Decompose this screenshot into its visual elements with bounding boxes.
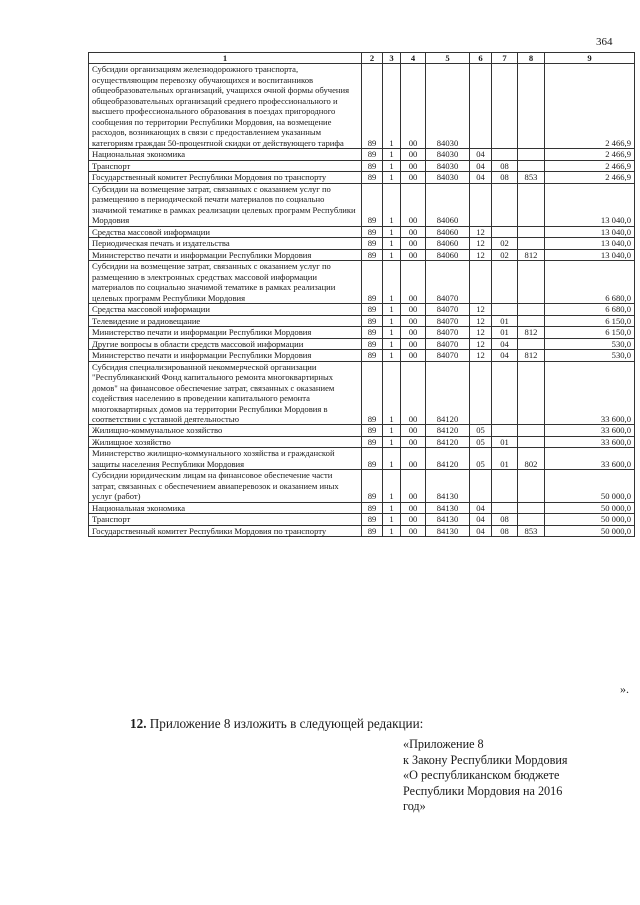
amount-cell: 6 680,0	[545, 304, 635, 315]
code-cell: 08	[492, 514, 518, 525]
amendment-paragraph	[130, 716, 423, 732]
table-header-row	[89, 53, 635, 64]
row-description: Министерство печати и информации Республики Мордовия	[89, 249, 362, 260]
code-cell: 1	[383, 64, 401, 149]
amount-cell: 13 040,0	[545, 183, 635, 226]
code-cell: 89	[362, 436, 383, 447]
table-row	[89, 436, 635, 447]
table-row	[89, 470, 635, 502]
code-cell: 08	[492, 160, 518, 171]
code-cell: 1	[383, 448, 401, 470]
code-cell: 84060	[426, 238, 470, 249]
code-cell: 1	[383, 425, 401, 436]
table-row	[89, 514, 635, 525]
code-cell: 1	[383, 249, 401, 260]
row-description: Министерство печати и информации Республики Мордовия	[89, 327, 362, 338]
code-cell	[518, 502, 545, 513]
row-description: Жилищное хозяйство	[89, 436, 362, 447]
code-cell: 05	[470, 436, 492, 447]
amount-cell: 2 466,9	[545, 160, 635, 171]
code-cell: 89	[362, 315, 383, 326]
header-cell: 6	[470, 53, 492, 64]
code-cell: 89	[362, 183, 383, 226]
code-cell: 84070	[426, 304, 470, 315]
code-cell	[518, 64, 545, 149]
code-cell: 853	[518, 525, 545, 536]
header-cell: 8	[518, 53, 545, 64]
code-cell: 01	[492, 327, 518, 338]
appendix-heading-line: к Закону Республики Мордовия	[403, 752, 568, 767]
row-description: Субсидии на возмещение затрат, связанных с оказанием услуг по размещению в электронных средствах массовой информации материалов по социально значимой тематике в рамках реализации целевых программ Республики Мордовия	[89, 261, 362, 304]
row-description: Жилищно-коммунальное хозяйство	[89, 425, 362, 436]
table-row	[89, 304, 635, 315]
table-row	[89, 525, 635, 536]
amount-cell: 2 466,9	[545, 172, 635, 183]
code-cell: 00	[401, 261, 426, 304]
code-cell	[492, 261, 518, 304]
code-cell: 84060	[426, 249, 470, 260]
code-cell: 1	[383, 315, 401, 326]
code-cell: 84120	[426, 361, 470, 425]
code-cell: 84070	[426, 350, 470, 361]
code-cell: 00	[401, 160, 426, 171]
amount-cell: 33 600,0	[545, 436, 635, 447]
code-cell: 00	[401, 514, 426, 525]
code-cell: 84030	[426, 64, 470, 149]
code-cell: 89	[362, 425, 383, 436]
code-cell: 04	[470, 149, 492, 160]
code-cell: 84120	[426, 436, 470, 447]
code-cell: 84120	[426, 448, 470, 470]
code-cell: 89	[362, 160, 383, 171]
code-cell: 89	[362, 361, 383, 425]
table-row	[89, 361, 635, 425]
row-description: Транспорт	[89, 514, 362, 525]
code-cell: 04	[492, 338, 518, 349]
code-cell	[518, 149, 545, 160]
code-cell: 84070	[426, 327, 470, 338]
row-description: Другие вопросы в области средств массовой информации	[89, 338, 362, 349]
code-cell	[492, 64, 518, 149]
code-cell: 00	[401, 64, 426, 149]
code-cell: 00	[401, 238, 426, 249]
code-cell: 04	[492, 350, 518, 361]
code-cell: 1	[383, 149, 401, 160]
code-cell: 1	[383, 502, 401, 513]
code-cell: 00	[401, 172, 426, 183]
code-cell: 00	[401, 315, 426, 326]
table-row	[89, 238, 635, 249]
code-cell: 04	[470, 160, 492, 171]
code-cell: 89	[362, 448, 383, 470]
code-cell: 89	[362, 470, 383, 502]
code-cell: 00	[401, 361, 426, 425]
amount-cell: 50 000,0	[545, 514, 635, 525]
code-cell: 04	[470, 514, 492, 525]
code-cell: 00	[401, 425, 426, 436]
code-cell	[518, 425, 545, 436]
amount-cell: 13 040,0	[545, 249, 635, 260]
code-cell: 89	[362, 226, 383, 237]
code-cell: 00	[401, 436, 426, 447]
row-description: Министерство печати и информации Республики Мордовия	[89, 350, 362, 361]
row-description: Государственный комитет Республики Мордовия по транспорту	[89, 172, 362, 183]
code-cell: 12	[470, 338, 492, 349]
code-cell: 84070	[426, 261, 470, 304]
appendix-heading-line: год»	[403, 799, 426, 814]
code-cell: 02	[492, 238, 518, 249]
code-cell: 89	[362, 304, 383, 315]
header-cell: 7	[492, 53, 518, 64]
header-cell: 1	[89, 53, 362, 64]
budget-table	[88, 52, 635, 537]
table-row	[89, 338, 635, 349]
code-cell: 84030	[426, 172, 470, 183]
row-description: Субсидии юридическим лицам на финансовое обеспечение части затрат, связанных с обеспечением авиаперевозок и оказанием иных услуг (работ)	[89, 470, 362, 502]
code-cell: 84130	[426, 470, 470, 502]
page-number: 364	[596, 36, 613, 48]
header-cell: 3	[383, 53, 401, 64]
table-body	[89, 64, 635, 537]
row-description: Национальная экономика	[89, 502, 362, 513]
appendix-heading	[403, 737, 567, 815]
code-cell: 1	[383, 183, 401, 226]
amendment-text: Приложение 8 изложить в следующей редакции:	[149, 716, 424, 731]
code-cell: 01	[492, 448, 518, 470]
code-cell	[518, 226, 545, 237]
code-cell: 04	[470, 525, 492, 536]
code-cell: 84130	[426, 525, 470, 536]
code-cell: 89	[362, 64, 383, 149]
code-cell	[518, 160, 545, 171]
code-cell: 1	[383, 470, 401, 502]
code-cell	[518, 315, 545, 326]
code-cell	[518, 238, 545, 249]
code-cell: 89	[362, 249, 383, 260]
code-cell: 00	[401, 183, 426, 226]
code-cell: 84070	[426, 315, 470, 326]
code-cell: 12	[470, 350, 492, 361]
code-cell: 00	[401, 327, 426, 338]
code-cell: 802	[518, 448, 545, 470]
amount-cell: 33 600,0	[545, 361, 635, 425]
code-cell: 812	[518, 249, 545, 260]
code-cell	[492, 304, 518, 315]
code-cell: 89	[362, 261, 383, 304]
code-cell	[470, 261, 492, 304]
code-cell	[518, 338, 545, 349]
code-cell: 853	[518, 172, 545, 183]
amount-cell: 530,0	[545, 338, 635, 349]
header-cell: 5	[426, 53, 470, 64]
code-cell: 00	[401, 525, 426, 536]
amount-cell: 6 680,0	[545, 261, 635, 304]
code-cell: 12	[470, 238, 492, 249]
amendment-number: 12.	[130, 716, 147, 731]
code-cell	[470, 470, 492, 502]
code-cell	[470, 361, 492, 425]
table-row	[89, 350, 635, 361]
code-cell: 1	[383, 350, 401, 361]
code-cell	[492, 149, 518, 160]
amount-cell: 6 150,0	[545, 327, 635, 338]
amount-cell: 13 040,0	[545, 226, 635, 237]
row-description: Средства массовой информации	[89, 304, 362, 315]
code-cell: 08	[492, 172, 518, 183]
row-description: Национальная экономика	[89, 149, 362, 160]
code-cell: 08	[492, 525, 518, 536]
code-cell	[518, 470, 545, 502]
code-cell: 89	[362, 502, 383, 513]
code-cell: 1	[383, 238, 401, 249]
closing-quote: ».	[620, 682, 629, 696]
row-description: Телевидение и радиовещание	[89, 315, 362, 326]
code-cell: 00	[401, 338, 426, 349]
row-description: Субсидии организациям железнодорожного транспорта, осуществляющим перевозку обучающихся и воспитанников общеобразовательных организаций, учащихся очной формы обучения общеобразовательных организаций среднего профессионального и высшего профессионального образования в поездах пригородного сообщения по территории Республики Мордовия, на возмещение расходов, возникающих в связи с предоставлением указанным категориям граждан 50-процентной скидки от действующего тарифа	[89, 64, 362, 149]
code-cell: 812	[518, 350, 545, 361]
code-cell: 812	[518, 327, 545, 338]
code-cell	[492, 183, 518, 226]
code-cell	[470, 64, 492, 149]
code-cell: 00	[401, 249, 426, 260]
row-description: Государственный комитет Республики Мордовия по транспорту	[89, 525, 362, 536]
code-cell: 89	[362, 514, 383, 525]
amount-cell: 6 150,0	[545, 315, 635, 326]
code-cell	[518, 261, 545, 304]
table-row	[89, 315, 635, 326]
code-cell: 84030	[426, 149, 470, 160]
code-cell: 89	[362, 149, 383, 160]
code-cell: 1	[383, 226, 401, 237]
amount-cell: 2 466,9	[545, 149, 635, 160]
table-row	[89, 160, 635, 171]
appendix-heading-line: «Приложение 8	[403, 737, 484, 751]
code-cell: 01	[492, 436, 518, 447]
code-cell: 00	[401, 149, 426, 160]
code-cell	[492, 502, 518, 513]
amount-cell: 50 000,0	[545, 525, 635, 536]
code-cell: 89	[362, 338, 383, 349]
code-cell: 00	[401, 350, 426, 361]
amount-cell: 33 600,0	[545, 425, 635, 436]
code-cell: 1	[383, 160, 401, 171]
table-row	[89, 172, 635, 183]
appendix-heading-line: «О республиканском бюджете	[403, 768, 560, 783]
code-cell: 00	[401, 470, 426, 502]
code-cell: 1	[383, 327, 401, 338]
code-cell	[518, 436, 545, 447]
code-cell: 89	[362, 238, 383, 249]
code-cell: 89	[362, 172, 383, 183]
table-row	[89, 183, 635, 226]
code-cell: 1	[383, 172, 401, 183]
code-cell: 02	[492, 249, 518, 260]
code-cell: 00	[401, 502, 426, 513]
code-cell: 84030	[426, 160, 470, 171]
table-row	[89, 64, 635, 149]
row-description: Министерство жилищно-коммунального хозяйства и гражданской защиты населения Республики Мордовия	[89, 448, 362, 470]
code-cell: 1	[383, 514, 401, 525]
code-cell: 84060	[426, 183, 470, 226]
header-cell: 4	[401, 53, 426, 64]
code-cell: 05	[470, 425, 492, 436]
code-cell: 1	[383, 525, 401, 536]
code-cell: 12	[470, 304, 492, 315]
amount-cell: 33 600,0	[545, 448, 635, 470]
code-cell: 12	[470, 315, 492, 326]
code-cell: 12	[470, 249, 492, 260]
table-row	[89, 425, 635, 436]
code-cell: 04	[470, 172, 492, 183]
code-cell: 1	[383, 361, 401, 425]
code-cell: 01	[492, 315, 518, 326]
table-row	[89, 226, 635, 237]
code-cell: 1	[383, 304, 401, 315]
code-cell	[518, 514, 545, 525]
appendix-heading-line: Республики Мордовия на 2016	[403, 783, 563, 798]
amount-cell: 50 000,0	[545, 502, 635, 513]
code-cell: 89	[362, 525, 383, 536]
code-cell	[518, 183, 545, 226]
code-cell: 04	[470, 502, 492, 513]
amount-cell: 2 466,9	[545, 64, 635, 149]
code-cell	[492, 470, 518, 502]
table-row	[89, 261, 635, 304]
code-cell: 05	[470, 448, 492, 470]
amount-cell: 13 040,0	[545, 238, 635, 249]
table-row	[89, 502, 635, 513]
amount-cell: 530,0	[545, 350, 635, 361]
header-cell: 2	[362, 53, 383, 64]
code-cell	[518, 304, 545, 315]
code-cell	[492, 361, 518, 425]
code-cell: 00	[401, 448, 426, 470]
code-cell: 12	[470, 226, 492, 237]
code-cell	[492, 226, 518, 237]
code-cell: 84070	[426, 338, 470, 349]
code-cell	[518, 361, 545, 425]
code-cell: 1	[383, 436, 401, 447]
code-cell: 1	[383, 261, 401, 304]
code-cell: 84120	[426, 425, 470, 436]
row-description: Субсидия специализированной некоммерческой организации "Республиканский Фонд капитального ремонта многоквартирных домов" на финансовое обеспечение затрат, связанных с оказанием содействия населению в проведении капитального ремонта многоквартирных домов на территории Республики Мордовия в соответствии с уставной деятельностью	[89, 361, 362, 425]
code-cell: 84130	[426, 502, 470, 513]
code-cell: 00	[401, 304, 426, 315]
code-cell: 89	[362, 327, 383, 338]
code-cell: 89	[362, 350, 383, 361]
code-cell: 00	[401, 226, 426, 237]
code-cell: 12	[470, 327, 492, 338]
code-cell: 1	[383, 338, 401, 349]
code-cell	[492, 425, 518, 436]
header-cell: 9	[545, 53, 635, 64]
code-cell: 84130	[426, 514, 470, 525]
table-row	[89, 327, 635, 338]
amount-cell: 50 000,0	[545, 470, 635, 502]
table-row	[89, 448, 635, 470]
row-description: Средства массовой информации	[89, 226, 362, 237]
table-row	[89, 149, 635, 160]
table-row	[89, 249, 635, 260]
code-cell: 84060	[426, 226, 470, 237]
row-description: Субсидии на возмещение затрат, связанных с оказанием услуг по размещению в периодической печати материалов по социально значимой тематике в рамках реализации целевых программ Республики Мордовия	[89, 183, 362, 226]
row-description: Транспорт	[89, 160, 362, 171]
row-description: Периодическая печать и издательства	[89, 238, 362, 249]
code-cell	[470, 183, 492, 226]
